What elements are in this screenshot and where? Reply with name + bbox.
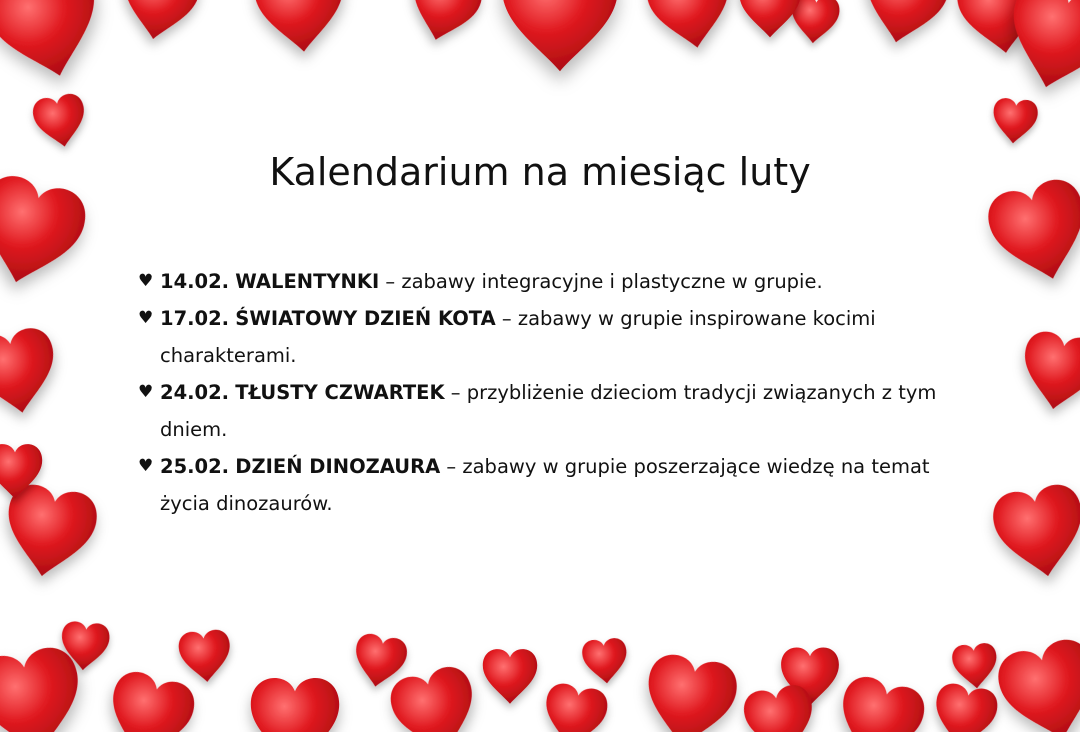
heart-decoration-icon [502,0,618,71]
event-name: DZIEŃ DINOZAURA [235,455,441,478]
heart-decoration-icon [0,325,63,420]
event-date: 14.02. [160,270,230,293]
heart-decoration-icon [386,662,486,732]
page-title: Kalendarium na miesiąc luty [269,150,811,194]
heart-decoration-icon [251,678,339,732]
heart-icon: ♥ [138,456,154,476]
heart-decoration-icon [0,0,112,90]
heart-decoration-icon [829,672,929,732]
heart-icon: ♥ [138,382,154,402]
heart-decoration-icon [991,97,1039,145]
event-name: ŚWIATOWY DZIEŃ KOTA [235,307,496,330]
heart-decoration-icon [483,649,537,704]
event-separator: – [446,455,457,478]
heart-decoration-icon [1016,328,1080,415]
heart-decoration-icon [403,0,486,49]
event-name: WALENTYNKI [235,270,380,293]
event-description: zabawy w grupie inspirowane kocimi charakterami. [160,307,876,367]
list-item [138,448,968,522]
list-item [138,263,968,300]
event-date: 17.02. [160,307,230,330]
list-item [138,300,968,374]
heart-decoration-icon [951,642,999,690]
heart-decoration-icon [31,92,90,151]
heart-decoration-icon [539,681,610,732]
heart-decoration-icon [99,667,199,732]
heart-decoration-icon [929,681,1000,732]
heart-decoration-icon [638,651,740,732]
event-description: przybliżenie dzieciom tradycji związanych z tym dniem. [160,381,937,441]
heart-icon: ♥ [138,271,154,291]
event-description: zabawy w grupie poszerzające wiedzę na temat życia dinozaurów. [160,455,930,515]
event-separator: – [385,270,396,293]
heart-decoration-icon [581,637,629,685]
event-name: TŁUSTY CZWARTEK [235,381,445,404]
list-item [138,374,968,448]
heart-decoration-icon [856,0,953,51]
heart-decoration-icon [252,0,348,55]
event-separator: – [501,307,512,330]
heart-decoration-icon [643,0,738,55]
heart-decoration-icon [739,0,800,37]
heart-decoration-icon [116,0,203,45]
event-description: zabawy integracyjne i plastyczne w grupie. [401,270,823,293]
event-list [138,263,968,522]
heart-decoration-icon [992,634,1080,732]
heart-icon: ♥ [138,308,154,328]
event-date: 25.02. [160,455,230,478]
heart-decoration-icon [989,481,1080,584]
event-separator: – [450,381,461,404]
event-date: 24.02. [160,381,230,404]
heart-decoration-icon [177,629,232,685]
